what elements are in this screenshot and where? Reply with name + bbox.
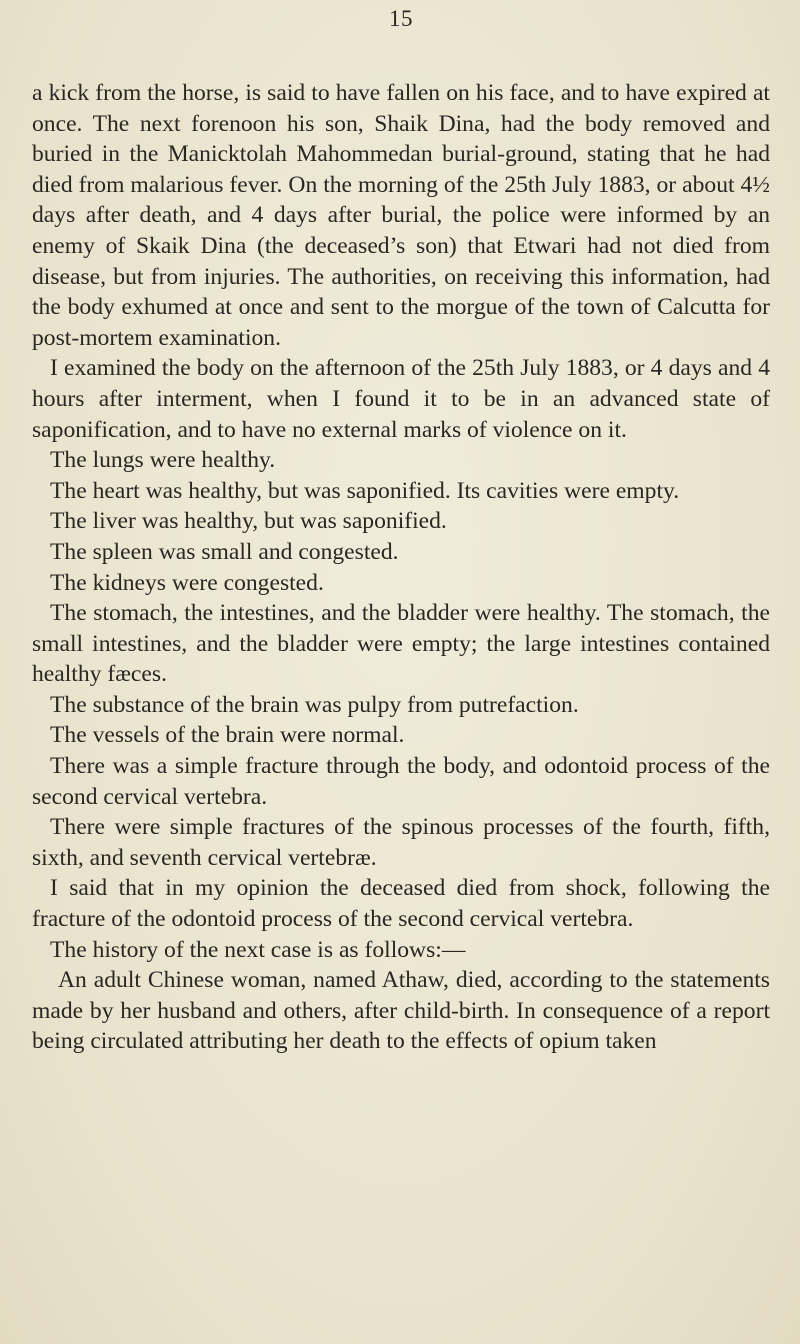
paragraph-fracture-odontoid: There was a simple fracture through the body, and odontoid process of the second cervical vertebra. bbox=[32, 753, 770, 810]
paragraph-brain-vessels: The vessels of the brain were normal. bbox=[50, 722, 405, 749]
body-text bbox=[32, 78, 770, 1057]
paragraph-liver: The liver was healthy, but was saponified. bbox=[50, 508, 447, 535]
paragraph-lungs: The lungs were healthy. bbox=[50, 447, 276, 474]
paragraph-case-history: a kick from the horse, is said to have fallen on his face, and to have expired at once. The next forenoon his son, Shaik Dina, had the body removed and buried in the Manicktolah Mahommedan burial-ground, stating that he had died from malarious fever. On the morning of the 25th July 1883, or about 4½ days after death, and 4 days after burial, the police were informed by an enemy of Skaik Dina (the deceased’s son) that Etwari had not died from disease, but from injuries. The authorities, on receiving this information, had the body exhumed at once and sent to the morgue of the town of Calcutta for post-mortem examination. bbox=[32, 80, 770, 351]
paragraph-next-case: An adult Chinese woman, named Athaw, died, according to the statements made by her husband and others, after child-birth. In consequence of a report being circulated attributing her death to the effects of opium taken bbox=[32, 967, 770, 1055]
paragraph-brain-substance: The substance of the brain was pulpy from putrefaction. bbox=[50, 691, 579, 718]
paragraph-fracture-spinous: There were simple fractures of the spinous processes of the fourth, fifth, sixth, and seventh cervical vertebræ. bbox=[32, 814, 770, 871]
book-page bbox=[32, 0, 770, 1344]
paragraph-spleen: The spleen was small and congested. bbox=[50, 538, 399, 565]
paragraph-next-case-intro: The history of the next case is as follows:— bbox=[50, 936, 466, 963]
paragraph-heart: The heart was healthy, but was saponified. Its cavities were empty. bbox=[50, 477, 680, 504]
page-number: 15 bbox=[389, 6, 413, 31]
paragraph-examination: I examined the body on the afternoon of the 25th July 1883, or 4 days and 4 hours after interment, when I found it to be in an advanced state of saponification, and to have no external marks of violence on it. bbox=[32, 355, 770, 443]
paragraph-kidneys: The kidneys were congested. bbox=[50, 569, 324, 596]
paragraph-opinion: I said that in my opinion the deceased died from shock, following the fracture of the odontoid process of the second cervical vertebra. bbox=[32, 875, 770, 933]
paragraph-stomach: The stomach, the intestines, and the bladder were healthy. The stomach, the small intestines, and the bladder were empty; the large intestines contained healthy fæces. bbox=[32, 600, 770, 688]
